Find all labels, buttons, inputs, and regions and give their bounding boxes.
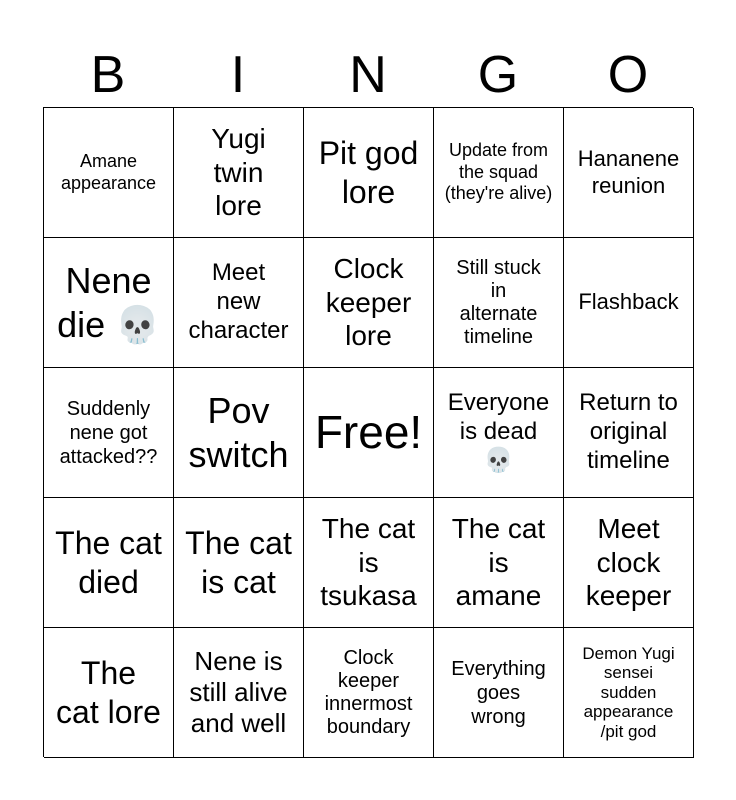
bingo-cell-r1-c3[interactable]	[304, 108, 434, 238]
bingo-cell-r5-c5[interactable]	[564, 628, 694, 758]
cell-text: Meet clock keeper	[585, 513, 672, 612]
bingo-cell-r5-c3[interactable]	[304, 628, 434, 758]
header-letter-o: O	[607, 46, 649, 104]
cell-text: The cat is tsukasa	[320, 513, 417, 612]
cell-text: Clock keeper innermost boundary	[324, 646, 413, 738]
bingo-cell-r3-c5[interactable]	[564, 368, 694, 498]
bingo-cell-r2-c3[interactable]	[304, 238, 434, 368]
cell-text: Meet new character	[188, 259, 289, 344]
cell-text: Pit god lore	[318, 135, 419, 210]
bingo-cell-r4-c1[interactable]	[44, 498, 174, 628]
cell-text: Pov switch	[188, 390, 289, 475]
cell-text: Flashback	[578, 289, 679, 315]
bingo-cell-r3-c2[interactable]	[174, 368, 304, 498]
bingo-cell-r1-c4[interactable]	[434, 108, 564, 238]
header-letter-i: I	[230, 46, 246, 104]
bingo-cell-r1-c2[interactable]	[174, 108, 304, 238]
cell-text: The cat is cat	[185, 525, 292, 600]
bingo-cell-r1-c1[interactable]	[44, 108, 174, 238]
cell-text: Update from the squad (they're alive)	[444, 140, 553, 204]
bingo-cell-r2-c2[interactable]	[174, 238, 304, 368]
bingo-cell-r4-c4[interactable]	[434, 498, 564, 628]
bingo-cell-r2-c1[interactable]	[44, 238, 174, 368]
bingo-cell-r3-c3-free[interactable]	[304, 368, 434, 498]
bingo-cell-r4-c2[interactable]	[174, 498, 304, 628]
cell-text: The cat lore	[56, 655, 161, 730]
bingo-cell-r4-c5[interactable]	[564, 498, 694, 628]
cell-text: Everyone is dead 💀	[447, 389, 550, 474]
bingo-cell-r1-c5[interactable]	[564, 108, 694, 238]
cell-text: Return to original timeline	[579, 389, 678, 474]
bingo-cell-r5-c4[interactable]	[434, 628, 564, 758]
cell-text: Everything goes wrong	[451, 657, 546, 728]
cell-text: The cat is amane	[451, 513, 546, 612]
bingo-cell-r2-c4[interactable]	[434, 238, 564, 368]
cell-text: Still stuck in alternate timeline	[456, 256, 541, 348]
header-letter-g: G	[477, 46, 519, 104]
cell-text: Suddenly nene got attacked??	[59, 397, 158, 468]
bingo-cell-r2-c5[interactable]	[564, 238, 694, 368]
bingo-cell-r4-c3[interactable]	[304, 498, 434, 628]
cell-text: Nene die 💀	[57, 260, 160, 345]
cell-text: The cat died	[55, 525, 162, 600]
bingo-board	[43, 107, 693, 757]
bingo-cell-r5-c1[interactable]	[44, 628, 174, 758]
header-letter-n: N	[349, 46, 387, 104]
bingo-header	[43, 44, 693, 106]
bingo-cell-r3-c1[interactable]	[44, 368, 174, 498]
free-space-text: Free!	[314, 405, 423, 458]
cell-text: Yugi twin lore	[211, 123, 266, 222]
cell-text: Demon Yugi sensei sudden appearance /pit god	[582, 643, 675, 741]
bingo-cell-r3-c4[interactable]	[434, 368, 564, 498]
header-letter-b: B	[90, 46, 126, 104]
cell-text: Nene is still alive and well	[189, 645, 288, 739]
cell-text: Amane appearance	[60, 150, 157, 193]
bingo-cell-r5-c2[interactable]	[174, 628, 304, 758]
cell-text: Clock keeper lore	[325, 253, 412, 352]
cell-text: Hananene reunion	[577, 146, 680, 198]
